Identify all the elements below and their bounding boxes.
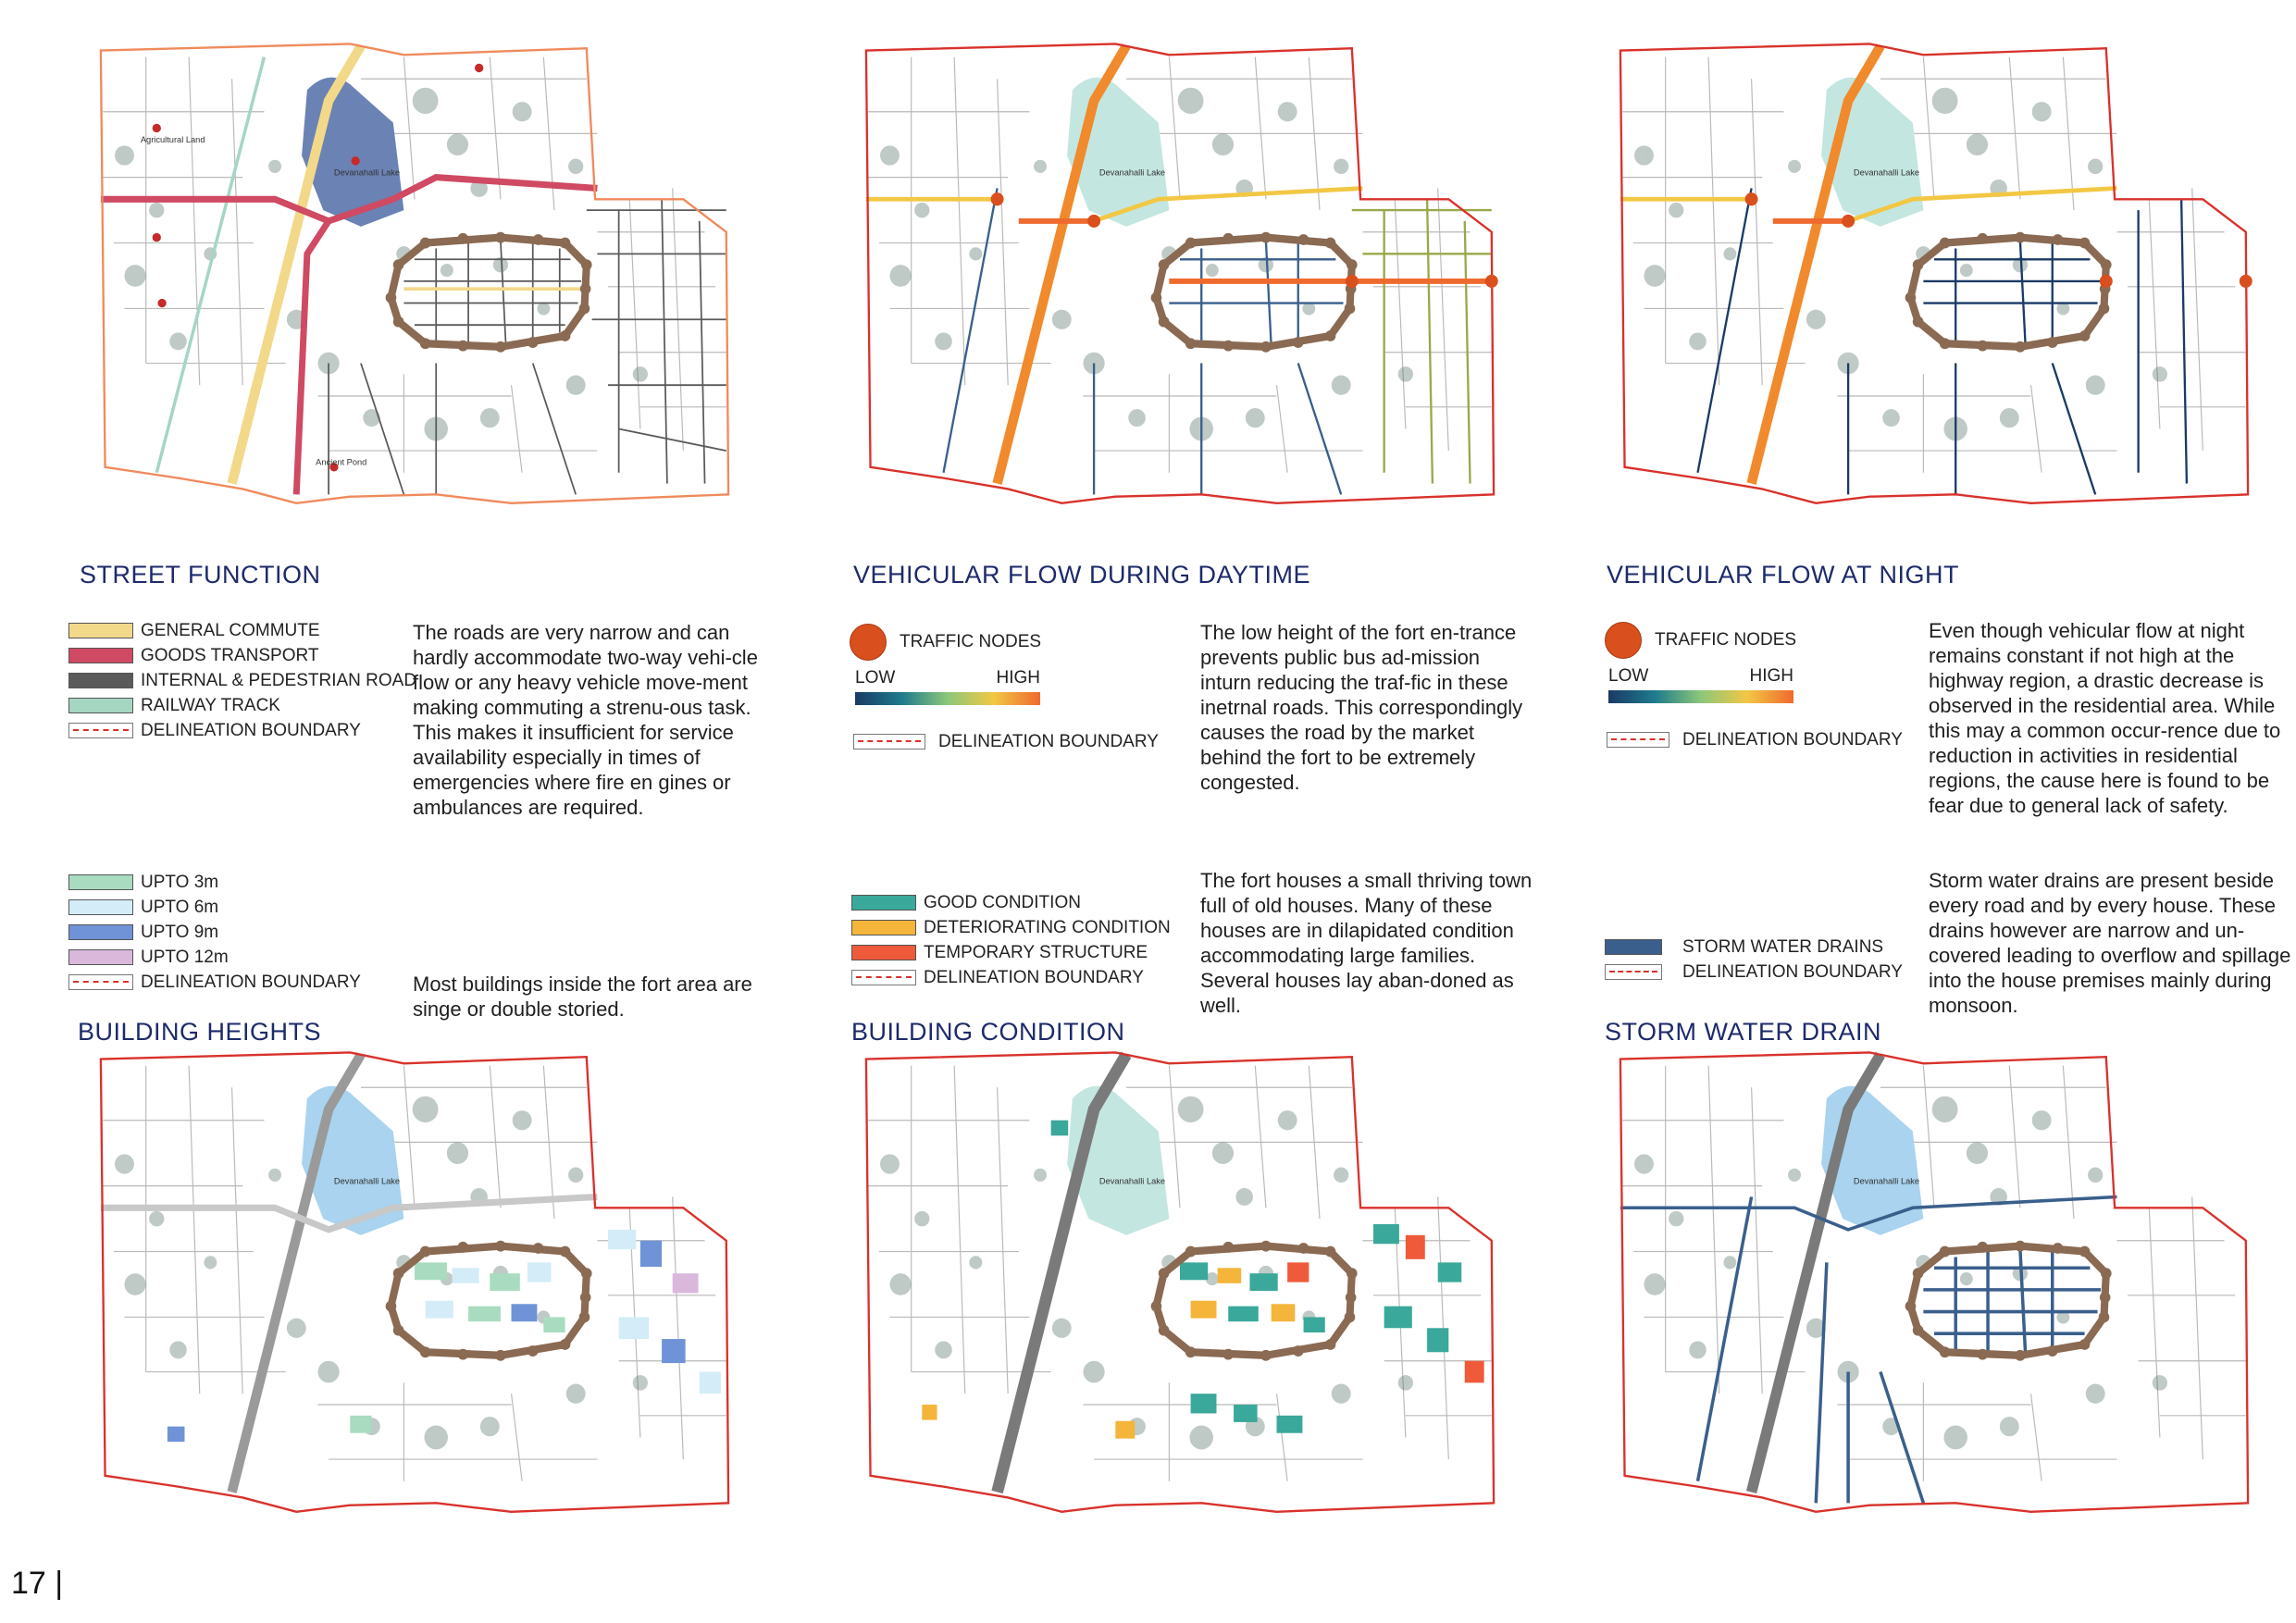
map-label-pond: Ancient Pond bbox=[316, 457, 367, 467]
legend-item-railway-track bbox=[68, 693, 416, 718]
map-vehicular-night bbox=[1601, 35, 2267, 516]
legend-item-goods-transport bbox=[68, 643, 416, 668]
map-label-lake: Devanahalli Lake bbox=[1098, 1176, 1166, 1186]
legend-label: GOOD CONDITION bbox=[924, 892, 1081, 912]
legend-swatch bbox=[851, 895, 916, 911]
legend-label: TRAFFIC NODES bbox=[900, 632, 1042, 651]
legend-item-temporary bbox=[851, 940, 1171, 965]
legend-item-boundary bbox=[853, 729, 1159, 754]
legend-item-storm-drains bbox=[1605, 935, 1903, 960]
map-building-heights bbox=[81, 1044, 748, 1525]
map-storm-water bbox=[1601, 1044, 2267, 1525]
legend-item-traffic-nodes bbox=[850, 622, 1041, 663]
map-building-condition bbox=[847, 1044, 1513, 1525]
map-label-lake: Devanahalli Lake bbox=[333, 167, 401, 178]
gradient-high-label: HIGH bbox=[1749, 666, 1793, 686]
vehicular-day-description: The low height of the fort en-trance prevents public bus ad-mission inturn reducing the traf-fic in these inetrnal roads. This correspondingly causes the road by the market behind the fort to be extremely congested. bbox=[1200, 621, 1523, 794]
building-condition-map-svg bbox=[847, 1044, 1513, 1525]
legend-label: UPTO 12m bbox=[141, 947, 229, 967]
gradient-bar bbox=[1608, 690, 1793, 703]
congested-market-road bbox=[1019, 221, 1492, 281]
storm-water-legend bbox=[1605, 935, 1903, 985]
legend-swatch bbox=[68, 723, 133, 738]
legend-label: UPTO 3m bbox=[141, 872, 219, 892]
legend-item-upto-3m bbox=[68, 870, 361, 895]
legend-swatch bbox=[853, 734, 925, 750]
vehicular-night-heading: VEHICULAR FLOW AT NIGHT bbox=[1607, 561, 1960, 588]
legend-item-boundary bbox=[851, 965, 1171, 990]
legend-label: UPTO 9m bbox=[141, 922, 219, 942]
legend-swatch bbox=[68, 924, 133, 940]
legend-label: DELINEATION BOUNDARY bbox=[141, 720, 361, 740]
legend-label: TEMPORARY STRUCTURE bbox=[924, 942, 1148, 962]
legend-item-boundary bbox=[68, 970, 361, 995]
street-function-heading: STREET FUNCTION bbox=[80, 561, 321, 588]
legend-swatch bbox=[68, 648, 133, 663]
medium-flow-roads bbox=[1352, 199, 1492, 483]
legend-item-upto-9m bbox=[68, 920, 361, 945]
traffic-node-swatch bbox=[850, 624, 887, 661]
traffic-node-swatch bbox=[1605, 622, 1642, 659]
legend-swatch bbox=[68, 698, 133, 713]
storm-water-heading: STORM WATER DRAIN bbox=[1605, 1018, 1882, 1046]
legend-item-deteriorating bbox=[851, 915, 1171, 940]
building-footprints bbox=[922, 1121, 1483, 1439]
building-heights-legend bbox=[68, 870, 361, 995]
map-label-lake: Devanahalli Lake bbox=[333, 1176, 401, 1186]
legend-swatch bbox=[851, 945, 916, 960]
legend-label: INTERNAL & PEDESTRIAN ROAD bbox=[141, 670, 417, 690]
legend-swatch bbox=[68, 623, 133, 638]
page-number: 17 | bbox=[11, 1566, 64, 1601]
legend-swatch bbox=[1607, 732, 1669, 748]
street-function-map-svg bbox=[81, 35, 748, 516]
legend-item-traffic-nodes bbox=[1605, 620, 1796, 661]
building-condition-legend bbox=[851, 890, 1171, 990]
legend-label: GOODS TRANSPORT bbox=[141, 645, 319, 665]
gradient-low-label: LOW bbox=[855, 668, 896, 688]
vehicular-day-map-svg bbox=[847, 35, 1513, 516]
vehicular-day-legend bbox=[850, 622, 1041, 663]
legend-item-good bbox=[851, 890, 1171, 915]
legend-item-upto-12m bbox=[68, 945, 361, 970]
legend-item-internal-road bbox=[68, 668, 416, 693]
map-label-lake: Devanahalli Lake bbox=[1853, 1176, 1920, 1186]
storm-water-map-svg bbox=[1601, 1044, 2267, 1525]
building-condition-description: The fort houses a small thriving town full of old houses. Many of these houses are in dilapidated condition accommodating large families. Several houses lay aban-doned as well. bbox=[1200, 869, 1533, 1017]
legend-swatch bbox=[68, 949, 133, 965]
map-vehicular-day bbox=[847, 35, 1513, 516]
vehicular-night-gradient bbox=[1608, 666, 1793, 703]
map-label-agricultural-1: Agricultural Land bbox=[140, 134, 205, 144]
legend-label: RAILWAY TRACK bbox=[141, 695, 280, 715]
legend-label: DELINEATION BOUNDARY bbox=[141, 972, 361, 992]
legend-label: STORM WATER DRAINS bbox=[1682, 936, 1884, 957]
street-function-description: The roads are very narrow and can hardly accommodate two-way vehi-cle flow or any heavy vehicle move-ment making commuting a strenu-ous task. This makes it insufficient for service availability especially in times of emergencies where fire en gines or ambulances are required. bbox=[413, 621, 758, 819]
storm-water-description: Storm water drains are present beside every road and by every house. These drains however are narrow and un-covered leading to overflow and spillage into the house premises mainly during monsoon. bbox=[1929, 869, 2291, 1017]
legend-label: TRAFFIC NODES bbox=[1655, 630, 1797, 650]
legend-item-upto-6m bbox=[68, 895, 361, 920]
legend-label: DELINEATION BOUNDARY bbox=[1682, 961, 1903, 982]
vehicular-day-boundary-legend bbox=[853, 729, 1159, 754]
gradient-low-label: LOW bbox=[1608, 666, 1649, 686]
vehicular-day-heading: VEHICULAR FLOW DURING DAYTIME bbox=[853, 561, 1311, 588]
legend-item-boundary bbox=[1605, 960, 1903, 985]
legend-label: DELINEATION BOUNDARY bbox=[924, 967, 1144, 987]
legend-label: DELINEATION BOUNDARY bbox=[1682, 729, 1903, 750]
street-function-legend bbox=[68, 618, 416, 743]
building-condition-heading: BUILDING CONDITION bbox=[851, 1018, 1125, 1046]
legend-label: DETERIORATING CONDITION bbox=[924, 917, 1171, 937]
legend-swatch bbox=[1605, 964, 1662, 980]
map-label-lake: Devanahalli Lake bbox=[1853, 167, 1920, 178]
building-heights-description: Most buildings inside the fort area are singe or double storied. bbox=[413, 973, 752, 1021]
legend-swatch bbox=[851, 970, 916, 985]
legend-swatch bbox=[68, 673, 133, 688]
legend-label: GENERAL COMMUTE bbox=[141, 620, 320, 640]
gradient-bar bbox=[855, 692, 1040, 705]
legend-label: DELINEATION BOUNDARY bbox=[938, 731, 1159, 751]
legend-swatch bbox=[68, 974, 133, 990]
vehicular-night-map-svg bbox=[1601, 35, 2267, 516]
legend-item-boundary bbox=[68, 718, 416, 743]
building-heights-heading: BUILDING HEIGHTS bbox=[78, 1018, 322, 1046]
legend-swatch bbox=[68, 899, 133, 915]
legend-item-general-commute bbox=[68, 618, 416, 643]
legend-item-boundary bbox=[1607, 727, 1903, 752]
vehicular-day-gradient bbox=[855, 668, 1040, 705]
gradient-high-label: HIGH bbox=[996, 668, 1040, 688]
building-heights-map-svg bbox=[81, 1044, 748, 1525]
vehicular-night-boundary-legend bbox=[1607, 727, 1903, 752]
map-street-function bbox=[81, 35, 748, 516]
vehicular-night-legend bbox=[1605, 620, 1796, 661]
vehicular-night-description: Even though vehicular flow at night remains constant if not high at the highway region, a drastic decrease is observed in the residential area. While this may a common occur-rence due to reduction in activities in residential regions, the cause here is found to be fear due to general lack of safety. bbox=[1929, 619, 2281, 817]
legend-label: UPTO 6m bbox=[141, 897, 219, 917]
legend-swatch bbox=[68, 874, 133, 890]
legend-swatch bbox=[851, 920, 916, 935]
legend-swatch bbox=[1605, 939, 1662, 955]
map-label-lake: Devanahalli Lake bbox=[1098, 167, 1166, 178]
